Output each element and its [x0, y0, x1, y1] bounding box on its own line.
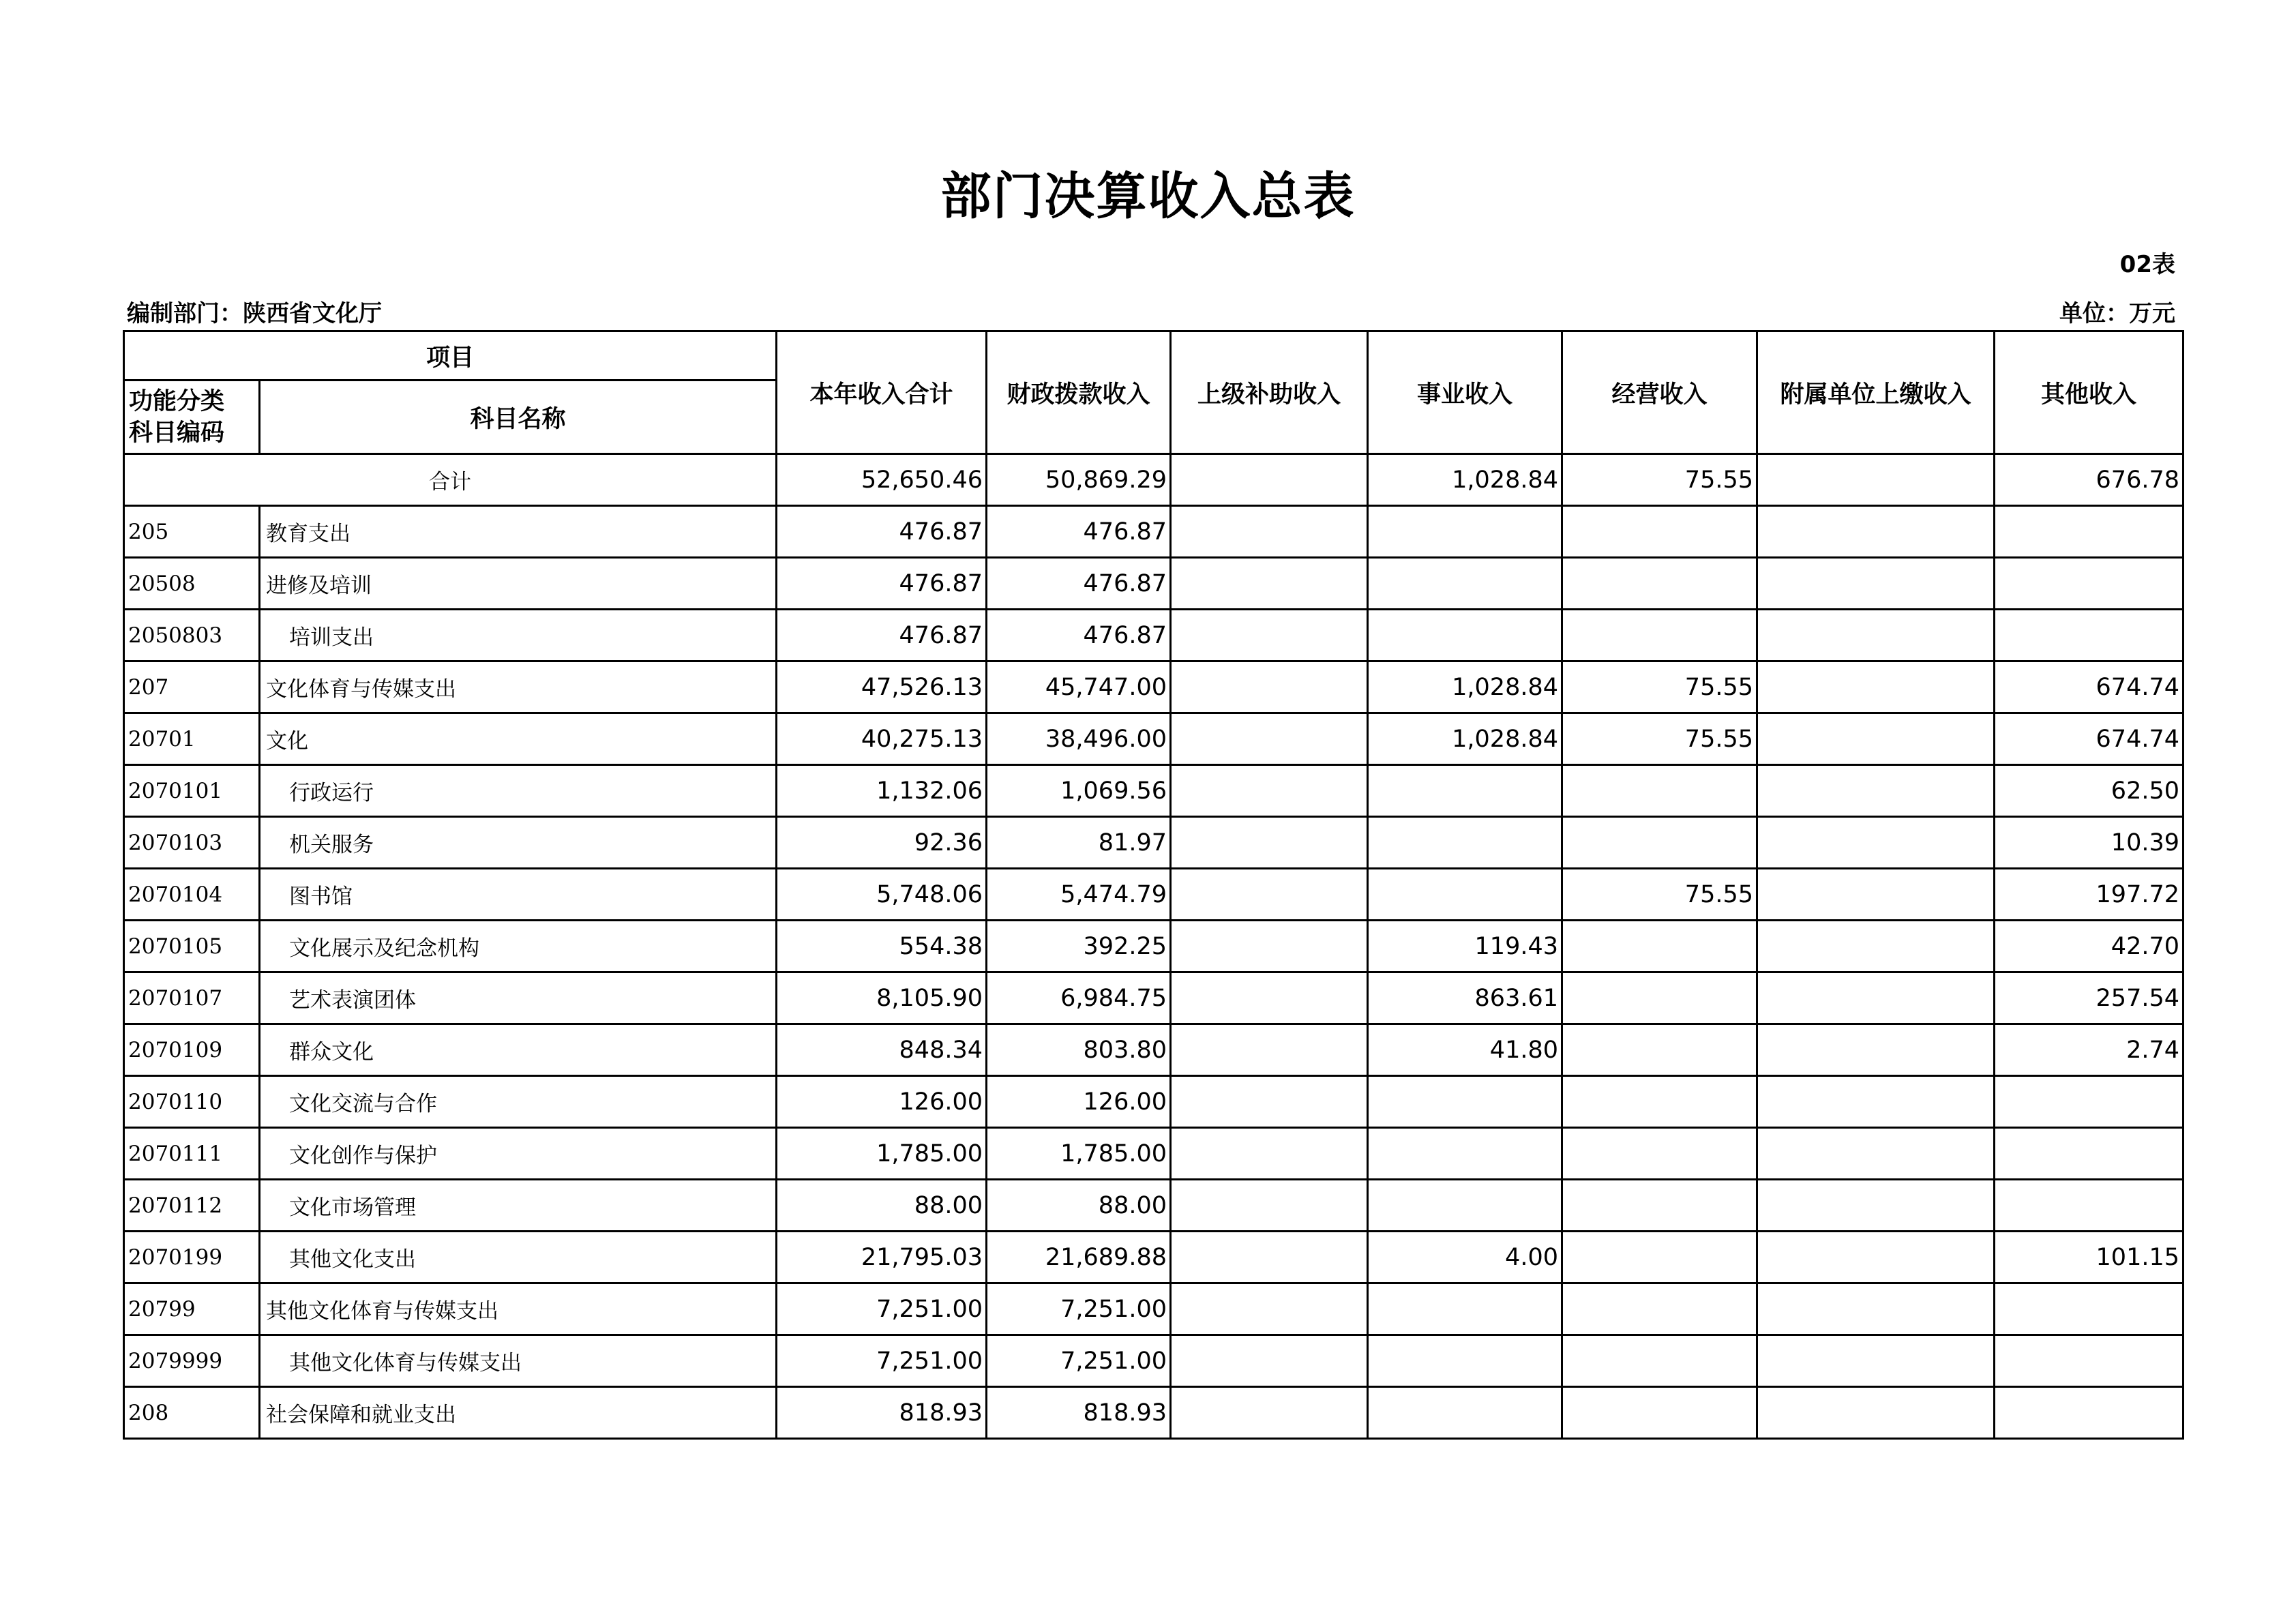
table-row — [124, 610, 2183, 661]
cell-affiliated — [1757, 869, 1995, 921]
cell-other: 62.50 — [1995, 765, 2183, 817]
cell-total: 1,785.00 — [777, 1128, 987, 1180]
total-affiliated — [1757, 454, 1995, 506]
cell-name: 其他文化支出 — [260, 1232, 777, 1283]
cell-business — [1368, 1128, 1562, 1180]
cell-total: 554.38 — [777, 921, 987, 972]
cell-other — [1995, 1076, 2183, 1128]
cell-name: 文化市场管理 — [260, 1180, 777, 1232]
cell-total: 476.87 — [777, 558, 987, 610]
cell-fiscal: 6,984.75 — [987, 972, 1171, 1024]
income-summary-table — [123, 330, 2184, 1440]
cell-affiliated — [1757, 1128, 1995, 1180]
cell-other: 674.74 — [1995, 713, 2183, 765]
cell-business: 1,028.84 — [1368, 713, 1562, 765]
table-row — [124, 661, 2183, 713]
cell-business — [1368, 765, 1562, 817]
cell-business — [1368, 1076, 1562, 1128]
total-business: 1,028.84 — [1368, 454, 1562, 506]
cell-operating — [1562, 972, 1757, 1024]
cell-affiliated — [1757, 661, 1995, 713]
cell-operating — [1562, 1387, 1757, 1439]
cell-name: 群众文化 — [260, 1024, 777, 1076]
table-row — [124, 869, 2183, 921]
cell-total: 7,251.00 — [777, 1335, 987, 1387]
cell-name: 图书馆 — [260, 869, 777, 921]
table-row — [124, 972, 2183, 1024]
header-code: 功能分类 科目编码 — [124, 381, 260, 454]
cell-business: 4.00 — [1368, 1232, 1562, 1283]
table-row — [124, 817, 2183, 869]
cell-code: 207 — [124, 661, 260, 713]
cell-other — [1995, 610, 2183, 661]
report-title: 部门决算收入总表 — [940, 167, 1356, 226]
cell-code: 2070101 — [124, 765, 260, 817]
total-operating: 75.55 — [1562, 454, 1757, 506]
cell-superior — [1171, 817, 1368, 869]
header-fiscal: 财政拨款收入 — [987, 331, 1171, 454]
cell-business — [1368, 610, 1562, 661]
table-row — [124, 765, 2183, 817]
cell-operating — [1562, 610, 1757, 661]
cell-code: 2070103 — [124, 817, 260, 869]
table-row — [124, 1232, 2183, 1283]
cell-name: 文化 — [260, 713, 777, 765]
cell-operating — [1562, 1024, 1757, 1076]
cell-operating — [1562, 1283, 1757, 1335]
cell-fiscal: 7,251.00 — [987, 1283, 1171, 1335]
cell-other: 10.39 — [1995, 817, 2183, 869]
cell-affiliated — [1757, 1335, 1995, 1387]
total-row — [124, 454, 2183, 506]
cell-fiscal: 803.80 — [987, 1024, 1171, 1076]
cell-affiliated — [1757, 506, 1995, 558]
cell-code: 2070111 — [124, 1128, 260, 1180]
cell-operating — [1562, 817, 1757, 869]
cell-other — [1995, 1180, 2183, 1232]
table-row — [124, 1076, 2183, 1128]
cell-code: 208 — [124, 1387, 260, 1439]
unit-label: 单位：万元 — [2059, 300, 2175, 327]
cell-business: 41.80 — [1368, 1024, 1562, 1076]
header-business: 事业收入 — [1368, 331, 1562, 454]
cell-other: 674.74 — [1995, 661, 2183, 713]
header-item: 项目 — [124, 331, 777, 381]
cell-fiscal: 476.87 — [987, 558, 1171, 610]
cell-total: 40,275.13 — [777, 713, 987, 765]
total-superior — [1171, 454, 1368, 506]
cell-total: 5,748.06 — [777, 869, 987, 921]
cell-fiscal: 1,785.00 — [987, 1128, 1171, 1180]
cell-operating — [1562, 1180, 1757, 1232]
cell-operating: 75.55 — [1562, 661, 1757, 713]
cell-superior — [1171, 765, 1368, 817]
cell-superior — [1171, 1335, 1368, 1387]
cell-code: 2070112 — [124, 1180, 260, 1232]
cell-fiscal: 818.93 — [987, 1387, 1171, 1439]
table-row — [124, 506, 2183, 558]
cell-business — [1368, 506, 1562, 558]
total-other: 676.78 — [1995, 454, 2183, 506]
header-superior: 上级补助收入 — [1171, 331, 1368, 454]
cell-business: 1,028.84 — [1368, 661, 1562, 713]
table-row — [124, 1283, 2183, 1335]
cell-affiliated — [1757, 921, 1995, 972]
cell-fiscal: 476.87 — [987, 610, 1171, 661]
cell-total: 818.93 — [777, 1387, 987, 1439]
table-row — [124, 1387, 2183, 1439]
cell-other — [1995, 558, 2183, 610]
cell-total: 126.00 — [777, 1076, 987, 1128]
cell-total: 476.87 — [777, 610, 987, 661]
cell-operating — [1562, 1128, 1757, 1180]
cell-operating — [1562, 1335, 1757, 1387]
cell-fiscal: 45,747.00 — [987, 661, 1171, 713]
table-row — [124, 921, 2183, 972]
cell-affiliated — [1757, 765, 1995, 817]
cell-code: 2070109 — [124, 1024, 260, 1076]
cell-affiliated — [1757, 972, 1995, 1024]
cell-name: 文化交流与合作 — [260, 1076, 777, 1128]
cell-fiscal: 38,496.00 — [987, 713, 1171, 765]
cell-business: 119.43 — [1368, 921, 1562, 972]
cell-business — [1368, 558, 1562, 610]
cell-superior — [1171, 1024, 1368, 1076]
cell-superior — [1171, 661, 1368, 713]
cell-affiliated — [1757, 1283, 1995, 1335]
cell-name: 进修及培训 — [260, 558, 777, 610]
table-number: 02表 — [2119, 251, 2175, 278]
cell-operating — [1562, 1076, 1757, 1128]
cell-other — [1995, 1128, 2183, 1180]
cell-superior — [1171, 1283, 1368, 1335]
cell-total: 1,132.06 — [777, 765, 987, 817]
cell-name: 培训支出 — [260, 610, 777, 661]
cell-superior — [1171, 610, 1368, 661]
cell-superior — [1171, 972, 1368, 1024]
cell-operating — [1562, 1232, 1757, 1283]
cell-name: 教育支出 — [260, 506, 777, 558]
cell-superior — [1171, 558, 1368, 610]
header-operating: 经营收入 — [1562, 331, 1757, 454]
cell-superior — [1171, 1076, 1368, 1128]
cell-fiscal: 392.25 — [987, 921, 1171, 972]
cell-superior — [1171, 869, 1368, 921]
header-total: 本年收入合计 — [777, 331, 987, 454]
cell-total: 476.87 — [777, 506, 987, 558]
cell-other — [1995, 1387, 2183, 1439]
cell-total: 848.34 — [777, 1024, 987, 1076]
cell-code: 2070199 — [124, 1232, 260, 1283]
table-row — [124, 1024, 2183, 1076]
cell-code: 20508 — [124, 558, 260, 610]
cell-business — [1368, 1283, 1562, 1335]
cell-operating — [1562, 921, 1757, 972]
cell-code: 2070104 — [124, 869, 260, 921]
cell-name: 文化创作与保护 — [260, 1128, 777, 1180]
cell-affiliated — [1757, 610, 1995, 661]
cell-code: 20701 — [124, 713, 260, 765]
cell-code: 2070107 — [124, 972, 260, 1024]
department-label: 编制部门：陕西省文化厅 — [127, 300, 382, 327]
cell-name: 行政运行 — [260, 765, 777, 817]
header-other: 其他收入 — [1995, 331, 2183, 454]
cell-affiliated — [1757, 1024, 1995, 1076]
cell-code: 2070110 — [124, 1076, 260, 1128]
cell-other: 101.15 — [1995, 1232, 2183, 1283]
cell-operating: 75.55 — [1562, 713, 1757, 765]
cell-operating — [1562, 506, 1757, 558]
cell-code: 2050803 — [124, 610, 260, 661]
header-affiliated: 附属单位上缴收入 — [1757, 331, 1995, 454]
cell-fiscal: 88.00 — [987, 1180, 1171, 1232]
cell-business — [1368, 1387, 1562, 1439]
table-row — [124, 558, 2183, 610]
cell-name: 文化体育与传媒支出 — [260, 661, 777, 713]
cell-fiscal: 476.87 — [987, 506, 1171, 558]
cell-name: 其他文化体育与传媒支出 — [260, 1283, 777, 1335]
total-label: 合计 — [124, 454, 777, 506]
header-name: 科目名称 — [260, 381, 777, 454]
cell-operating: 75.55 — [1562, 869, 1757, 921]
table-row — [124, 1180, 2183, 1232]
cell-superior — [1171, 506, 1368, 558]
cell-other: 197.72 — [1995, 869, 2183, 921]
cell-code: 2070105 — [124, 921, 260, 972]
cell-other — [1995, 506, 2183, 558]
cell-fiscal: 126.00 — [987, 1076, 1171, 1128]
cell-fiscal: 7,251.00 — [987, 1335, 1171, 1387]
cell-total: 88.00 — [777, 1180, 987, 1232]
cell-other: 42.70 — [1995, 921, 2183, 972]
cell-affiliated — [1757, 1387, 1995, 1439]
total-total: 52,650.46 — [777, 454, 987, 506]
cell-operating — [1562, 765, 1757, 817]
cell-name: 其他文化体育与传媒支出 — [260, 1335, 777, 1387]
table-row — [124, 713, 2183, 765]
cell-affiliated — [1757, 1232, 1995, 1283]
cell-business — [1368, 869, 1562, 921]
cell-superior — [1171, 1232, 1368, 1283]
cell-other — [1995, 1335, 2183, 1387]
cell-other: 2.74 — [1995, 1024, 2183, 1076]
cell-name: 社会保障和就业支出 — [260, 1387, 777, 1439]
cell-total: 7,251.00 — [777, 1283, 987, 1335]
cell-name: 机关服务 — [260, 817, 777, 869]
cell-business — [1368, 1335, 1562, 1387]
cell-superior — [1171, 1180, 1368, 1232]
cell-business — [1368, 817, 1562, 869]
cell-fiscal: 1,069.56 — [987, 765, 1171, 817]
cell-name: 文化展示及纪念机构 — [260, 921, 777, 972]
cell-fiscal: 5,474.79 — [987, 869, 1171, 921]
cell-superior — [1171, 713, 1368, 765]
cell-code: 205 — [124, 506, 260, 558]
cell-total: 21,795.03 — [777, 1232, 987, 1283]
cell-total: 92.36 — [777, 817, 987, 869]
cell-superior — [1171, 1128, 1368, 1180]
table-body — [124, 454, 2183, 1439]
cell-fiscal: 21,689.88 — [987, 1232, 1171, 1283]
cell-name: 艺术表演团体 — [260, 972, 777, 1024]
total-fiscal: 50,869.29 — [987, 454, 1171, 506]
table-row — [124, 1335, 2183, 1387]
cell-superior — [1171, 1387, 1368, 1439]
cell-affiliated — [1757, 1076, 1995, 1128]
cell-fiscal: 81.97 — [987, 817, 1171, 869]
cell-total: 47,526.13 — [777, 661, 987, 713]
cell-business: 863.61 — [1368, 972, 1562, 1024]
cell-other — [1995, 1283, 2183, 1335]
cell-affiliated — [1757, 1180, 1995, 1232]
cell-affiliated — [1757, 558, 1995, 610]
cell-affiliated — [1757, 713, 1995, 765]
cell-operating — [1562, 558, 1757, 610]
table-row — [124, 1128, 2183, 1180]
cell-business — [1368, 1180, 1562, 1232]
cell-code: 20799 — [124, 1283, 260, 1335]
cell-superior — [1171, 921, 1368, 972]
cell-code: 2079999 — [124, 1335, 260, 1387]
cell-total: 8,105.90 — [777, 972, 987, 1024]
cell-other: 257.54 — [1995, 972, 2183, 1024]
cell-affiliated — [1757, 817, 1995, 869]
